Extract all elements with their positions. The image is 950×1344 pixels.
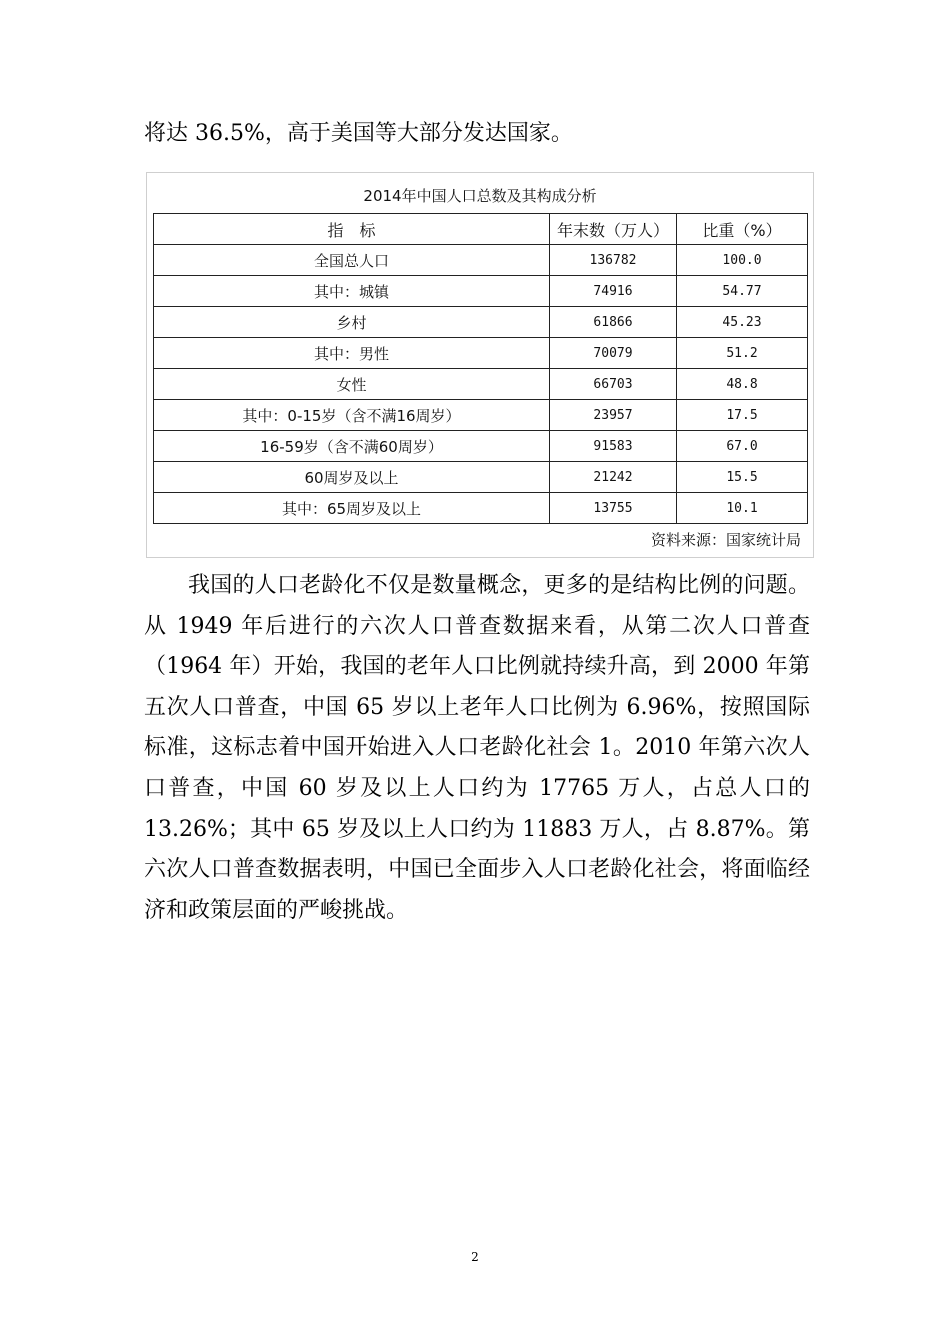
population-table-figure xyxy=(146,172,814,558)
row-value: 74916 xyxy=(550,276,677,307)
row-label: 其中：城镇 xyxy=(154,276,550,307)
table-row xyxy=(154,245,808,276)
row-label: 60周岁及以上 xyxy=(154,462,550,493)
row-share: 45.23 xyxy=(677,307,808,338)
row-share: 15.5 xyxy=(677,462,808,493)
row-value: 21242 xyxy=(550,462,677,493)
row-value: 66703 xyxy=(550,369,677,400)
page-number: 2 xyxy=(471,1250,479,1264)
header-year-end-count: 年末数（万人） xyxy=(550,214,677,245)
row-value: 13755 xyxy=(550,493,677,524)
header-indicator: 指 标 xyxy=(154,214,550,245)
table-row xyxy=(154,307,808,338)
row-label: 乡村 xyxy=(154,307,550,338)
table-source-note: 资料来源：国家统计局 xyxy=(650,531,801,549)
table-row xyxy=(154,276,808,307)
row-share: 48.8 xyxy=(677,369,808,400)
table-row xyxy=(154,493,808,524)
table-title: 2014年中国人口总数及其构成分析 xyxy=(363,187,597,205)
row-share: 67.0 xyxy=(677,431,808,462)
row-value: 23957 xyxy=(550,400,677,431)
table-row xyxy=(154,369,808,400)
row-value: 91583 xyxy=(550,431,677,462)
table-row xyxy=(154,400,808,431)
intro-line: 将达 36.5%，高于美国等大部分发达国家。 xyxy=(144,121,573,146)
table-row xyxy=(154,462,808,493)
row-label: 女性 xyxy=(154,369,550,400)
row-share: 51.2 xyxy=(677,338,808,369)
row-share: 17.5 xyxy=(677,400,808,431)
body-paragraph: 我国的人口老龄化不仅是数量概念，更多的是结构比例的问题。从 1949 年后进行的六次人口普查数据来看，从第二次人口普查（1964 年）开始，我国的老年人口比例就持续升高，到 2000 年第五次人口普查，中国 65 岁以上老年人口比例为 6.96%，按照国际标准，这标志着中国开始进入人口老龄化社会 1。2010 年第六次人口普查，中国 60 岁及以上人口约为 17765 万人，占总人口的 13.26%；其中 65 岁及以上人口约为 11883 万人，占 8.87%。第六次人口普查数据表明，中国已全面步入人口老龄化社会，将面临经济和政策层面的严峻挑战。 xyxy=(144,573,810,923)
row-label: 16-59岁（含不满60周岁） xyxy=(154,431,550,462)
header-share: 比重（%） xyxy=(677,214,808,245)
row-label: 其中：65周岁及以上 xyxy=(154,493,550,524)
row-label: 其中：男性 xyxy=(154,338,550,369)
body-paragraph-container xyxy=(144,566,810,931)
row-value: 136782 xyxy=(550,245,677,276)
table-row xyxy=(154,431,808,462)
table-header-row xyxy=(154,214,808,245)
row-share: 10.1 xyxy=(677,493,808,524)
row-label: 全国总人口 xyxy=(154,245,550,276)
table-row xyxy=(154,338,808,369)
row-share: 54.77 xyxy=(677,276,808,307)
row-value: 70079 xyxy=(550,338,677,369)
population-table xyxy=(153,213,808,524)
row-value: 61866 xyxy=(550,307,677,338)
row-label: 其中：0-15岁（含不满16周岁） xyxy=(154,400,550,431)
row-share: 100.0 xyxy=(677,245,808,276)
